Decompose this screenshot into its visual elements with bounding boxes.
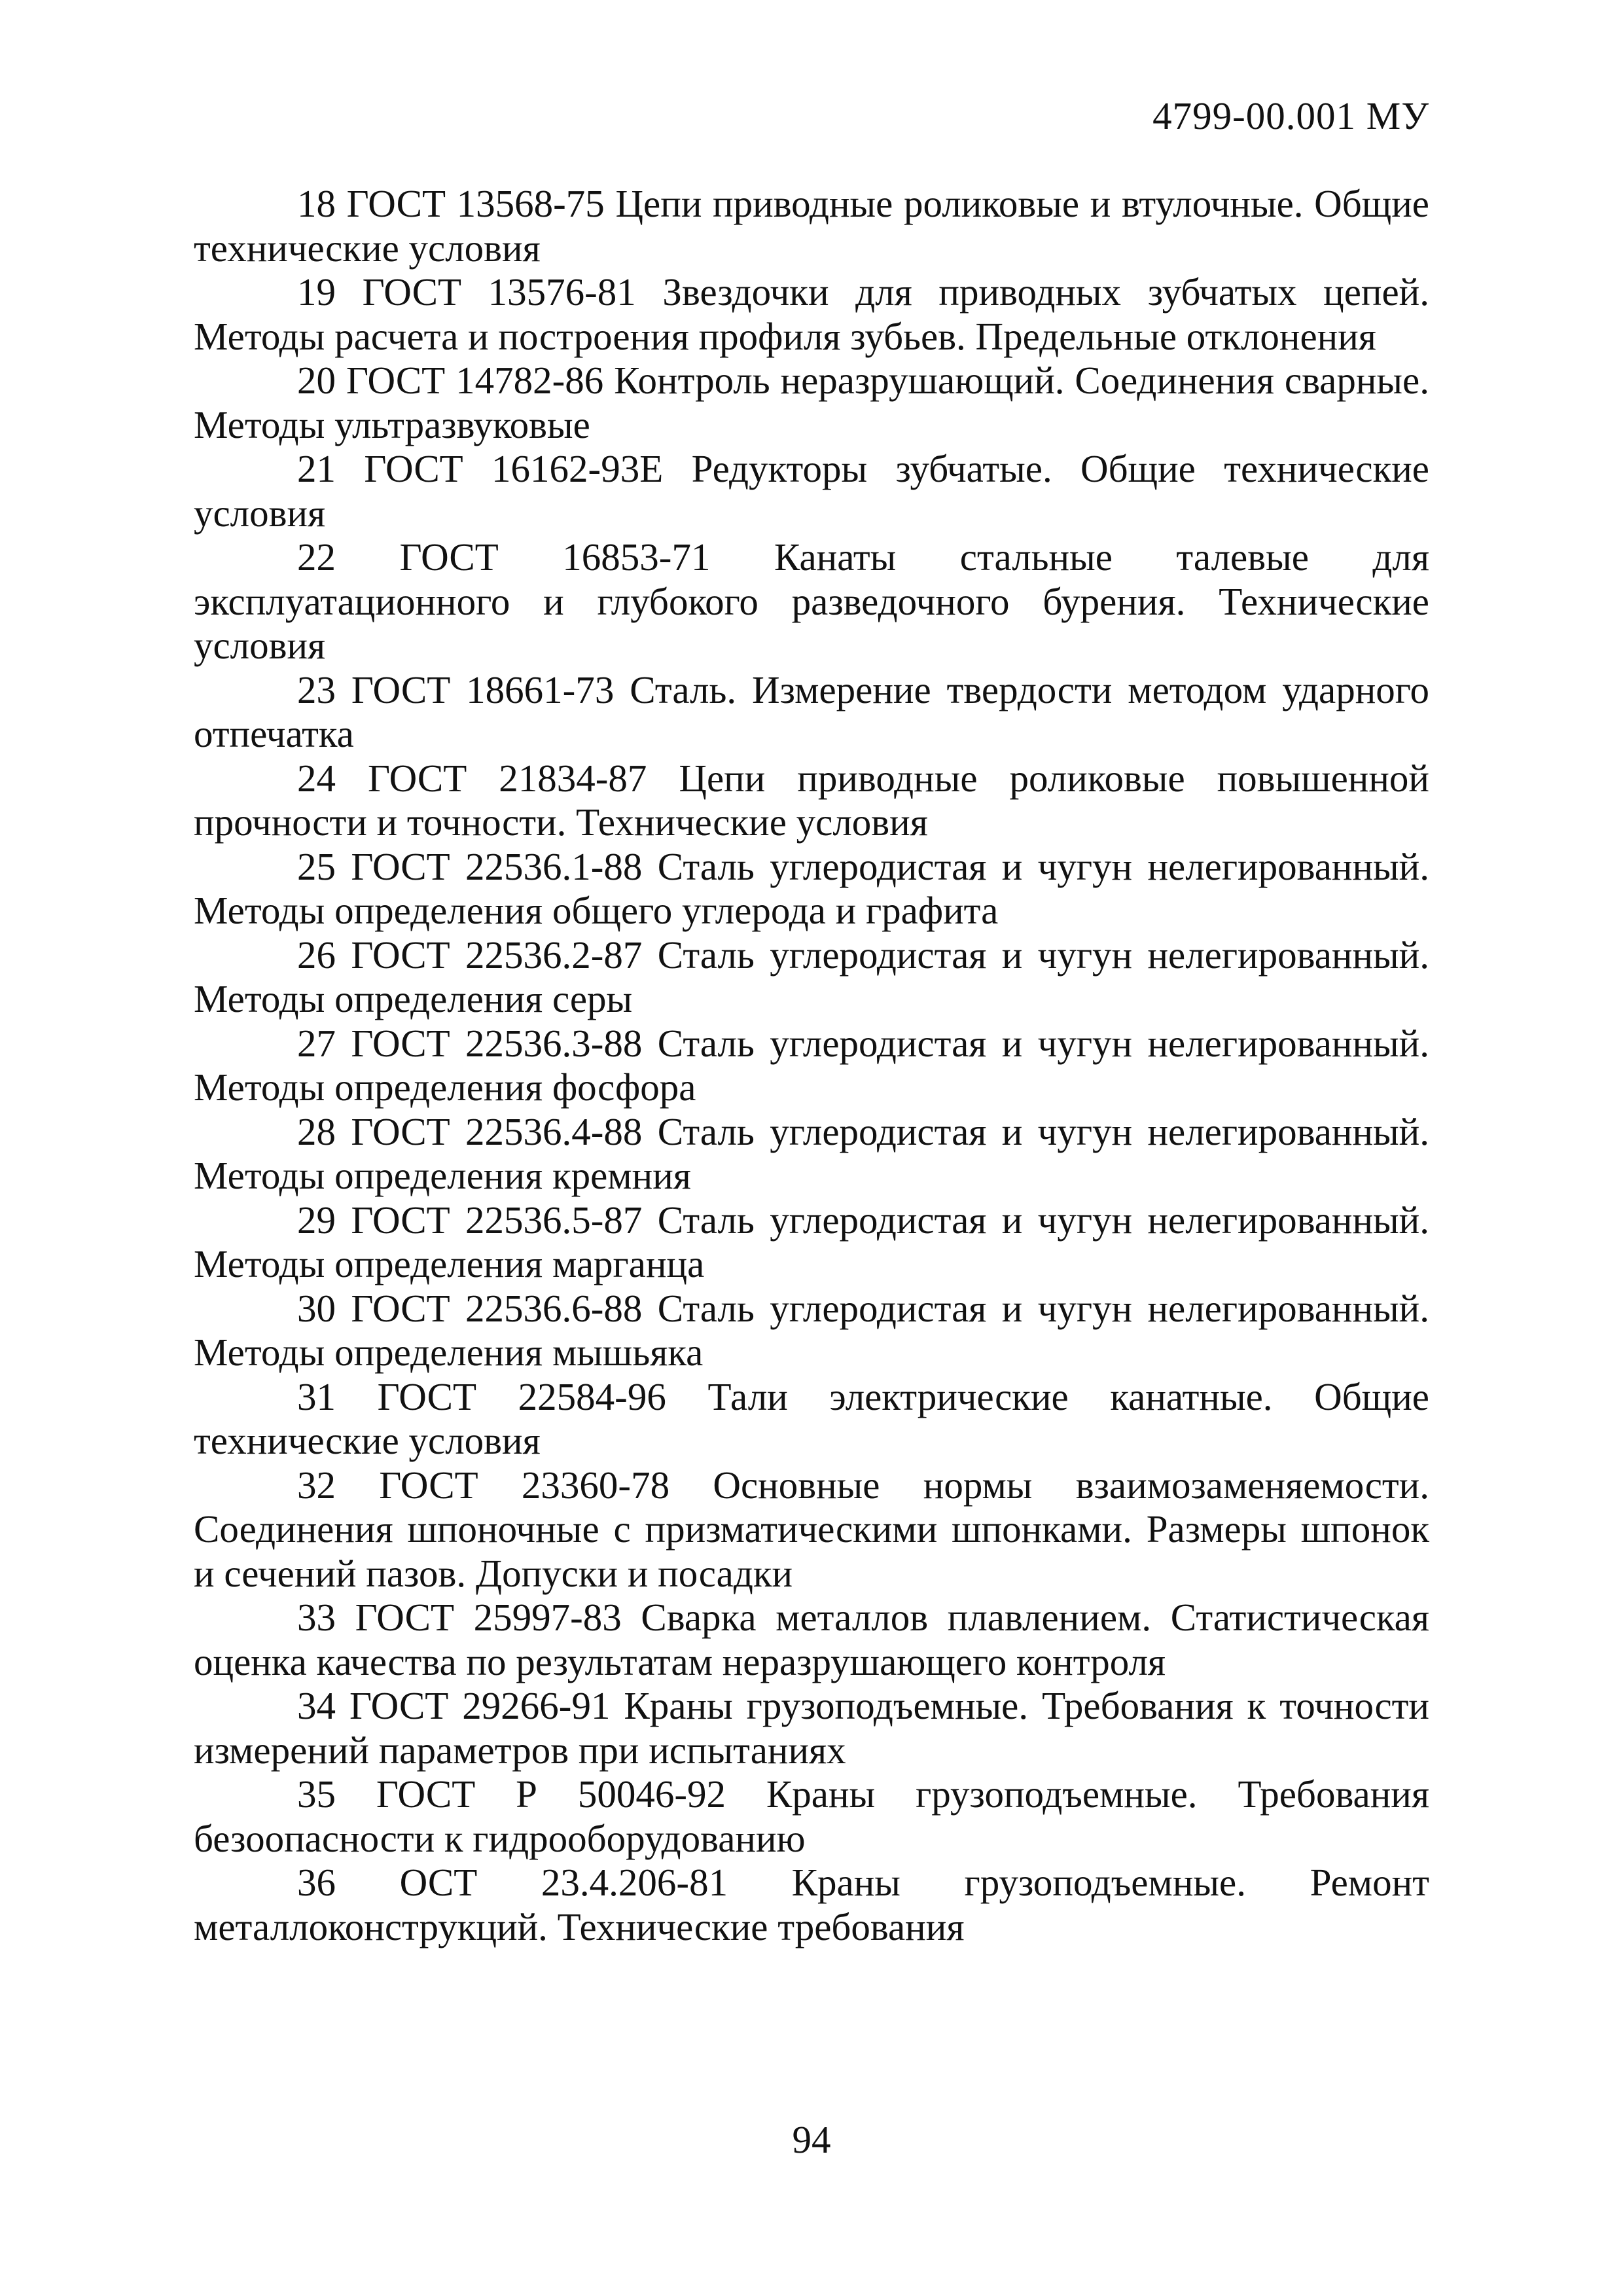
reference-entry-26: 26 ГОСТ 22536.2-87 Сталь углеродистая и чугун нелегированный. Методы определения серы: [194, 933, 1429, 1020]
reference-entry-18: 18 ГОСТ 13568-75 Цепи приводные роликовые и втулочные. Общие технические условия: [194, 182, 1429, 270]
reference-entry-24: 24 ГОСТ 21834-87 Цепи приводные роликовые повышенной прочности и точности. Технические условия: [194, 756, 1429, 844]
reference-entry-36: 36 ОСТ 23.4.206-81 Краны грузоподъемные. Ремонт металлоконструкций. Технические требования: [194, 1861, 1429, 1948]
document-code: 4799-00.001 МУ: [1152, 94, 1429, 137]
reference-entry-31: 31 ГОСТ 22584-96 Тали электрические канатные. Общие технические условия: [194, 1374, 1429, 1462]
reference-entry-29: 29 ГОСТ 22536.5-87 Сталь углеродистая и чугун нелегированный. Методы определения марганца: [194, 1198, 1429, 1285]
reference-list: [194, 182, 1429, 1949]
page-number: 94: [792, 2118, 831, 2161]
reference-entry-32: 32 ГОСТ 23360-78 Основные нормы взаимозаменяемости. Соединения шпоночные с призматическими шпонками. Размеры шпонок и сечений пазов. Допуски и посадки: [194, 1463, 1429, 1595]
reference-entry-25: 25 ГОСТ 22536.1-88 Сталь углеродистая и чугун нелегированный. Методы определения общего углерода и графита: [194, 844, 1429, 932]
reference-entry-35: 35 ГОСТ Р 50046-92 Краны грузоподъемные. Требования безоопасности к гидрооборудованию: [194, 1772, 1429, 1860]
reference-entry-28: 28 ГОСТ 22536.4-88 Сталь углеродистая и чугун нелегированный. Методы определения кремния: [194, 1109, 1429, 1197]
reference-entry-22: 22 ГОСТ 16853-71 Канаты стальные талевые для эксплуатационного и глубокого разведочного бурения. Технические условия: [194, 535, 1429, 667]
reference-entry-30: 30 ГОСТ 22536.6-88 Сталь углеродистая и чугун нелегированный. Методы определения мышьяка: [194, 1286, 1429, 1374]
reference-entry-21: 21 ГОСТ 16162-93Е Редукторы зубчатые. Общие технические условия: [194, 447, 1429, 535]
reference-entry-27: 27 ГОСТ 22536.3-88 Сталь углеродистая и чугун нелегированный. Методы определения фосфора: [194, 1021, 1429, 1109]
reference-entry-34: 34 ГОСТ 29266-91 Краны грузоподъемные. Требования к точности измерений параметров при испытаниях: [194, 1684, 1429, 1772]
reference-entry-20: 20 ГОСТ 14782-86 Контроль неразрушающий. Соединения сварные. Методы ультразвуковые: [194, 359, 1429, 446]
reference-entry-33: 33 ГОСТ 25997-83 Сварка металлов плавлением. Статистическая оценка качества по результатам неразрушающего контроля: [194, 1596, 1429, 1683]
reference-entry-19: 19 ГОСТ 13576-81 Звездочки для приводных зубчатых цепей. Методы расчета и построения профиля зубьев. Предельные отклонения: [194, 270, 1429, 358]
reference-entry-23: 23 ГОСТ 18661-73 Сталь. Измерение твердости методом ударного отпечатка: [194, 668, 1429, 755]
